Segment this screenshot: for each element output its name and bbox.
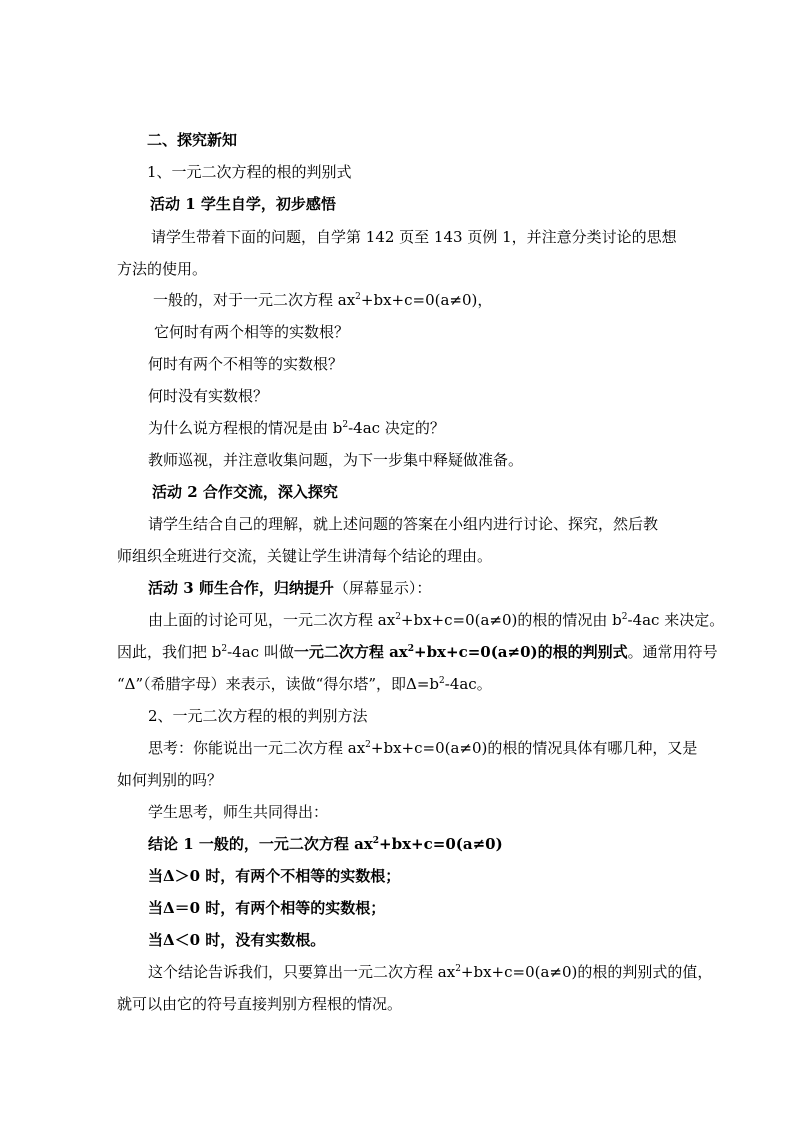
teacher-note: 教师巡视，并注意收集问题，为下一步集中释疑做准备。 (148, 451, 524, 469)
conclusion-title: 结论 1 一般的，一元二次方程 $ax^2+bx+c=0(a\ne 0)$ (148, 835, 503, 853)
conclusion-case-zero: 当Δ＝0 时，有两个相等的实数根； (148, 899, 386, 917)
activity-2-line2: 师组织全班进行交流，关键让学生讲清每个结论的理由。 (117, 547, 493, 565)
subsection-heading-2: 2、一元二次方程的根的判别方法 (148, 707, 368, 725)
think-line1: 思考：你能说出一元二次方程 $ax^2+bx+c=0(a\ne 0)$的根的情况具体有哪几种，又是 (148, 739, 698, 757)
activity-2-title: 活动 2 合作交流，深入探究 (152, 483, 338, 501)
question-why-discriminant: 为什么说方程根的情况是由 $b^2-4ac$ 决定的？ (148, 419, 445, 437)
activity-1-intro-line1: 请学生带着下面的问题，自学第 142 页至 143 页例 1，并注意分类讨论的思想 (151, 228, 677, 246)
activity-3-title: 活动 3 师生合作，归纳提升（屏幕显示）： (148, 579, 432, 597)
question-general-equation: 一般的，对于一元二次方程 $ax^2+bx+c=0(a\ne 0)$， (153, 291, 493, 309)
activity-3-paragraph-line2: 因此，我们把 $b^2-4ac$ 叫做一元二次方程 $ax^2+bx+c=0(a\ne 0)$的根的判别式。通常用符号 (117, 643, 718, 661)
activity-2-line1: 请学生结合自己的理解，就上述问题的答案在小组内进行讨论、探究，然后教 (148, 515, 659, 533)
conclusion-case-negative: 当Δ＜0 时，没有实数根。 (148, 931, 326, 949)
question-no-roots: 何时没有实数根？ (148, 387, 269, 405)
activity-3-paragraph-line3: “Δ”（希腊字母）来表示，读做“得尔塔”，即$\Delta=b^2-4ac$。 (117, 675, 492, 693)
subsection-heading-1: 1、一元二次方程的根的判别式 (147, 163, 352, 181)
closing-line1: 这个结论告诉我们，只要算出一元二次方程 $ax^2+bx+c=0(a\ne 0)$的根的判别式的值， (148, 963, 713, 981)
activity-3-paragraph-line1: 由上面的讨论可见，一元二次方程 $ax^2+bx+c=0(a\ne 0)$的根的情况由 $b^2-4ac$ 来决定。 (148, 611, 725, 629)
question-unequal-roots: 何时有两个不相等的实数根？ (148, 355, 344, 373)
closing-line2: 就可以由它的符号直接判别方程根的情况。 (117, 995, 403, 1013)
section-heading: 二、探究新知 (147, 131, 238, 149)
students-note: 学生思考，师生共同得出： (148, 803, 329, 821)
think-line2: 如何判别的吗？ (117, 771, 223, 789)
conclusion-case-positive: 当Δ＞0 时，有两个不相等的实数根； (148, 867, 401, 885)
activity-1-intro-line2: 方法的使用。 (117, 260, 208, 278)
activity-1-title: 活动 1 学生自学，初步感悟 (150, 195, 336, 213)
question-equal-roots: 它何时有两个相等的实数根？ (154, 323, 350, 341)
